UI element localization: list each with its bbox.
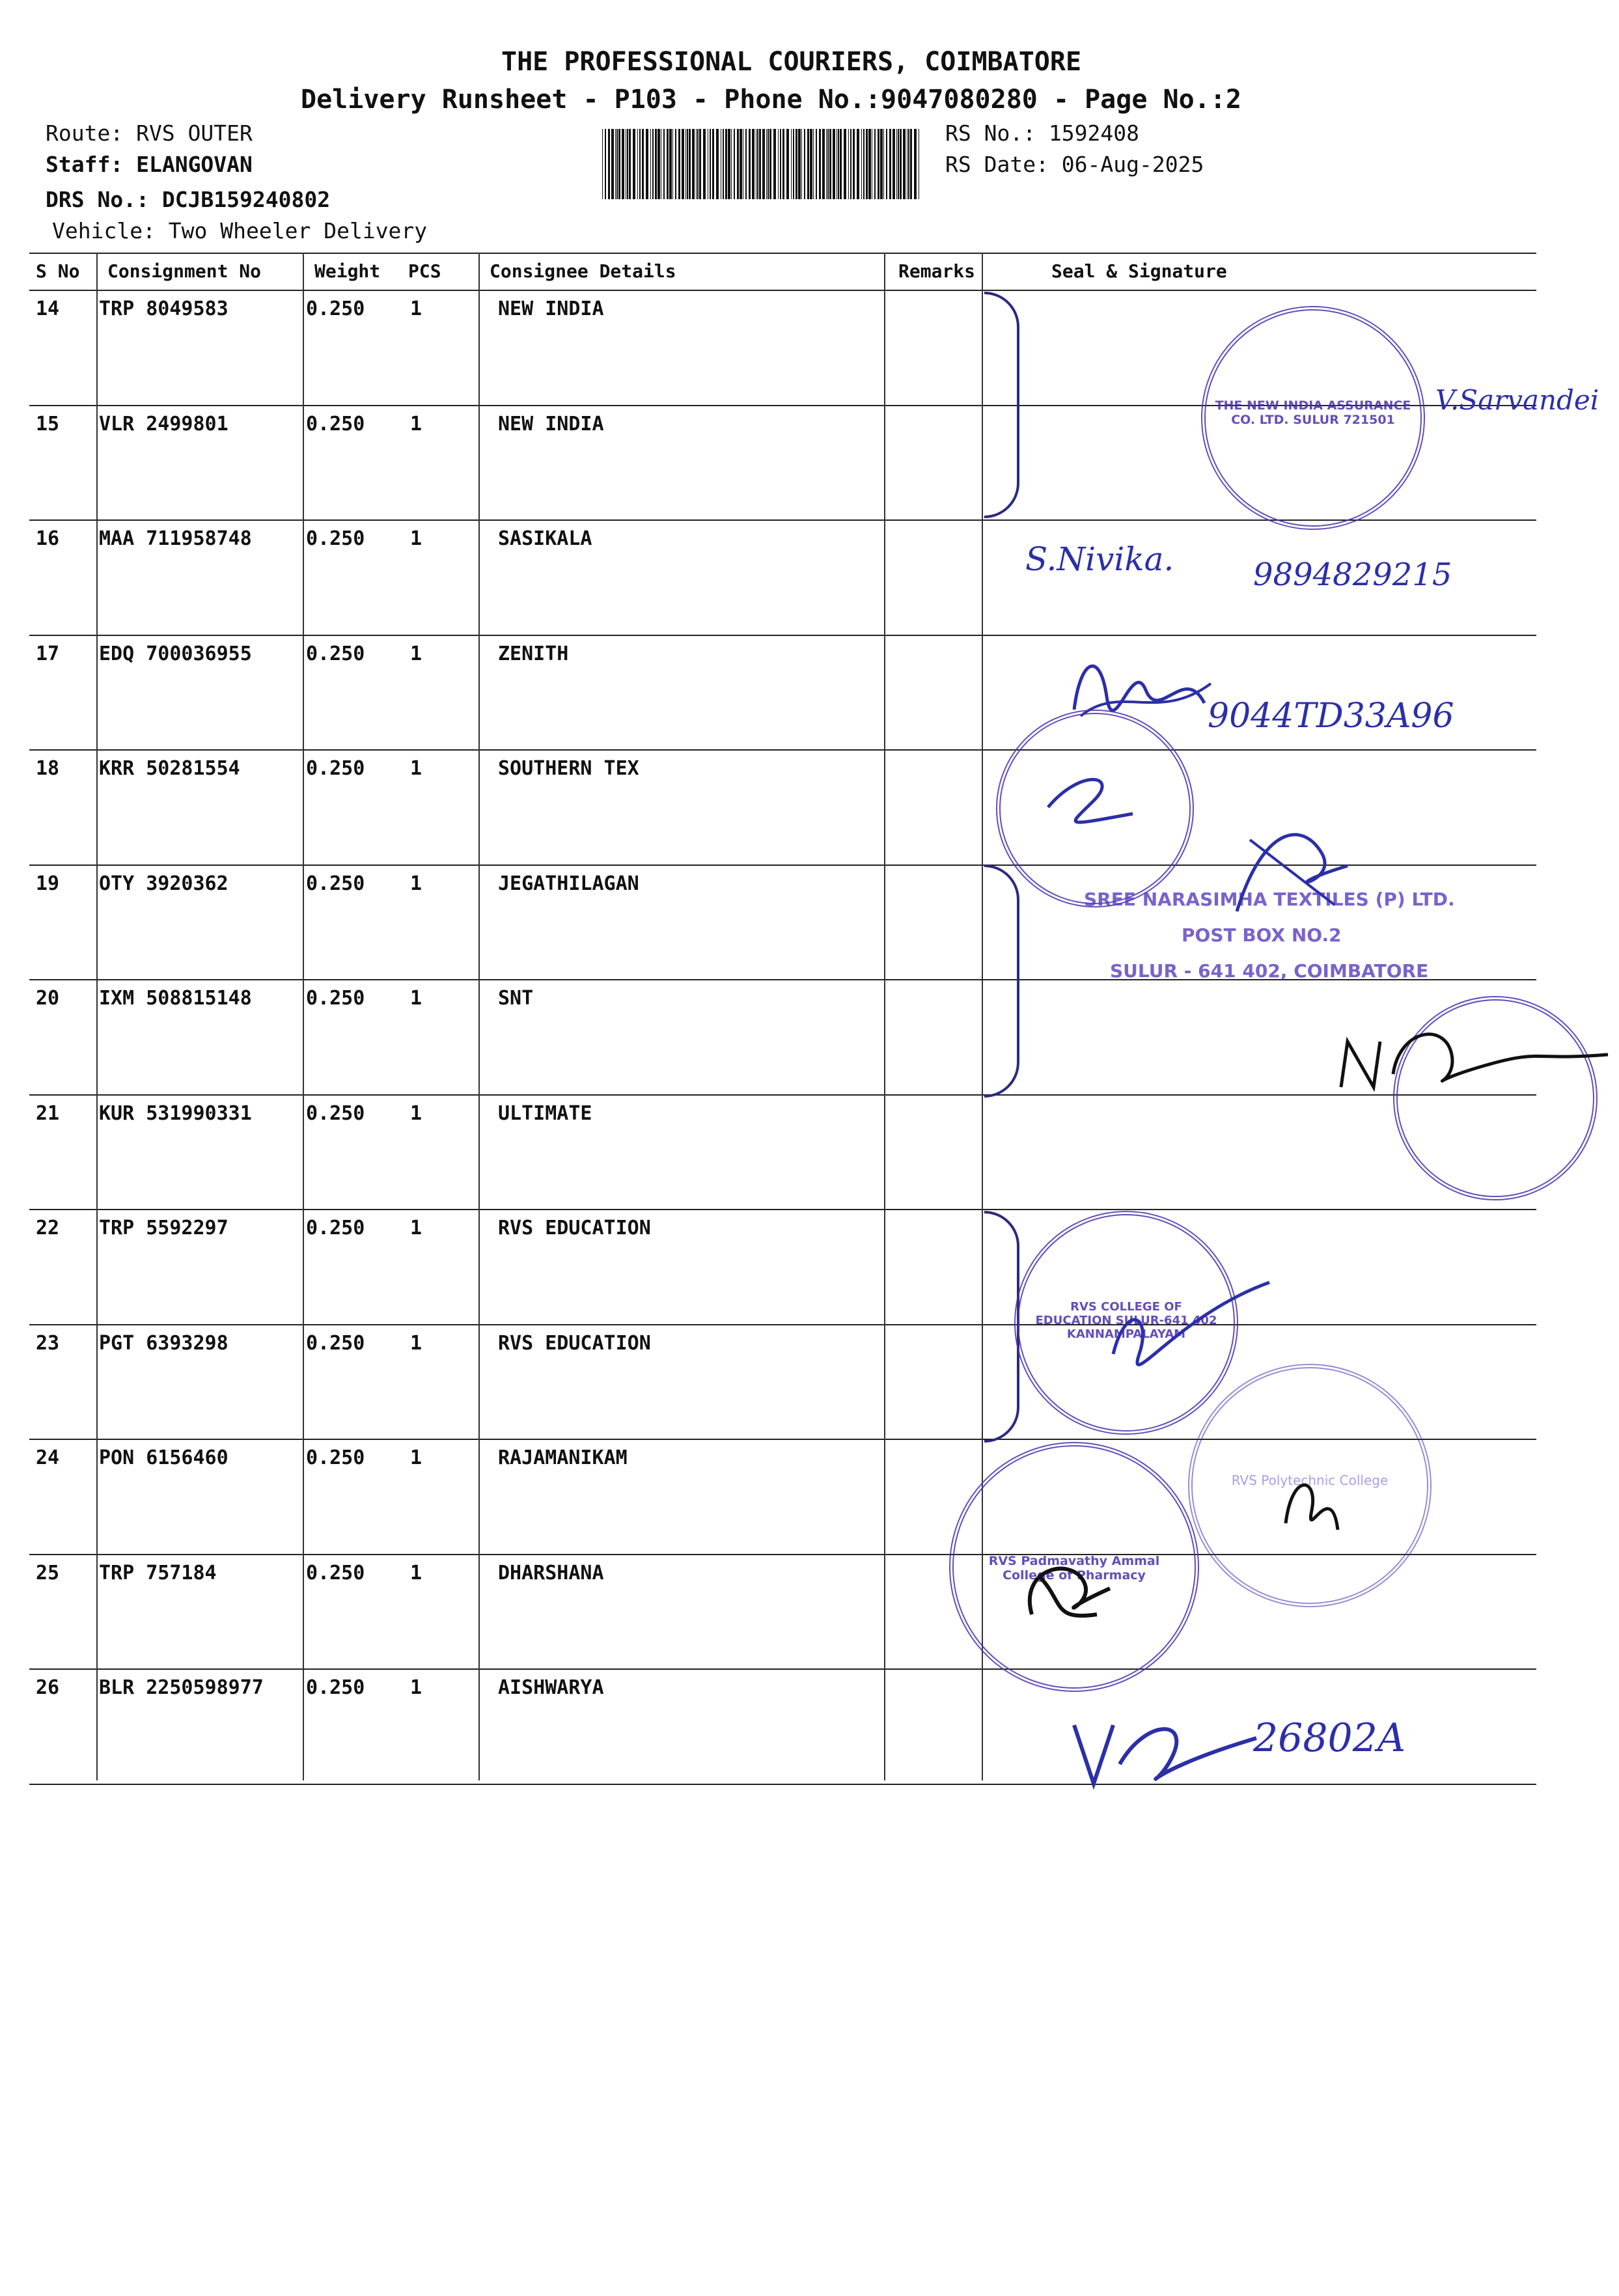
barcode-bar (667, 129, 669, 199)
barcode-bar (682, 129, 684, 199)
barcode-bar (778, 129, 779, 199)
staff-label: Staff: (46, 152, 124, 177)
row-consignee: AISHWARYA (498, 1676, 604, 1699)
row-weight: 0.250 (306, 1331, 365, 1355)
row-consignment-no: TRP 8049583 (99, 297, 228, 320)
signature-sasikala: S.Nivika. (1025, 540, 1174, 578)
barcode-bar (663, 129, 665, 199)
barcode-bar (723, 129, 724, 199)
barcode-bar (734, 129, 735, 199)
barcode-bar (896, 129, 897, 199)
barcode-bar (655, 129, 657, 199)
row-border (29, 1784, 1536, 1785)
row-pcs: 1 (410, 757, 422, 780)
row-border (29, 635, 1536, 636)
barcode-bar (780, 129, 781, 199)
barcode-bar (605, 129, 606, 199)
barcode-bar (650, 129, 651, 199)
row-weight: 0.250 (306, 642, 365, 665)
barcode-bar (874, 129, 876, 199)
row-weight: 0.250 (306, 1446, 365, 1469)
barcode-bar (819, 129, 821, 199)
row-weight: 0.250 (306, 757, 365, 780)
row-border (29, 1324, 1536, 1325)
barcode-bar (816, 129, 817, 199)
row-consignment-no: TRP 757184 (99, 1561, 217, 1584)
barcode-bar (801, 129, 802, 199)
drs-line (46, 187, 330, 212)
barcode-bar (731, 129, 732, 199)
row-consignee: NEW INDIA (498, 412, 604, 436)
barcode-bar (737, 129, 739, 199)
row-pcs: 1 (410, 872, 422, 895)
row-sno: 16 (36, 527, 60, 550)
barcode-bar (745, 129, 747, 199)
row-consignment-no: PON 6156460 (99, 1446, 228, 1469)
row-weight: 0.250 (306, 1217, 365, 1239)
barcode-bar (850, 129, 851, 199)
code-zenith: 9044TD33A96 (1208, 697, 1454, 736)
barcode-bar (629, 129, 631, 199)
signature-southern-tex (1042, 762, 1146, 833)
row-sno: 15 (36, 412, 60, 436)
row-consignment-no: EDQ 700036955 (99, 642, 252, 665)
barcode-bar (848, 129, 849, 199)
row-sno: 23 (36, 1331, 60, 1355)
row-consignee: SOUTHERN TEX (498, 757, 639, 780)
barcode-bar (810, 129, 812, 199)
row-pcs: 1 (410, 527, 422, 550)
barcode-bar (637, 129, 638, 199)
barcode-bar (807, 129, 809, 199)
row-weight: 0.250 (306, 412, 365, 436)
col-header-consignment: Consignment No (107, 260, 262, 282)
signature-rvs-education (1100, 1276, 1282, 1380)
barcode-bar (710, 129, 711, 199)
stamp-sree-narasimha-line2: POST BOX NO.2 (1182, 924, 1342, 946)
barcode-bar (766, 129, 767, 199)
row-pcs: 1 (410, 297, 422, 320)
row-pcs: 1 (410, 412, 422, 436)
barcode-bar (716, 129, 719, 199)
row-weight: 0.250 (306, 1101, 365, 1125)
staff-value: ELANGOVAN (136, 152, 253, 177)
barcode-bar (898, 129, 899, 199)
barcode-bar (657, 129, 660, 199)
stamp-new-india-text: THE NEW INDIA ASSURANCE CO. LTD. SULUR 721501 (1215, 398, 1411, 427)
barcode-bar (672, 129, 673, 199)
barcode-bar (752, 129, 754, 199)
row-pcs: 1 (410, 1331, 422, 1355)
barcode-bar (703, 129, 706, 199)
barcode-bar (833, 129, 835, 199)
row-consignment-no: BLR 2250598977 (99, 1676, 264, 1699)
row-sno: 19 (36, 872, 60, 895)
col-divider-consignment (303, 253, 304, 1780)
barcode-bar (883, 129, 884, 199)
col-divider-sno (96, 253, 98, 1780)
barcode-bar (866, 129, 868, 199)
table-top-border (29, 253, 1536, 254)
route-label: Route: RVS OUTER (46, 120, 253, 146)
row-consignee: RAJAMANIKAM (498, 1446, 628, 1469)
signature-rajamanikam (1273, 1465, 1351, 1536)
stamp-new-india (1201, 306, 1425, 530)
row-sno: 21 (36, 1101, 60, 1125)
barcode-bar (728, 129, 730, 199)
barcode-bar (900, 129, 902, 199)
col-divider-pcs (478, 253, 480, 1780)
barcode-bar (829, 129, 831, 199)
barcode-bar (878, 129, 879, 199)
barcode-bar (762, 129, 765, 199)
barcode-bar (627, 129, 628, 199)
col-header-remarks: Remarks (898, 260, 976, 282)
barcode-bar (796, 129, 797, 199)
col-header-weight: Weight (314, 260, 381, 282)
row-consignee: RVS EDUCATION (498, 1217, 651, 1239)
barcode-bar (618, 129, 620, 199)
barcode-bar (910, 129, 912, 199)
row-border (29, 749, 1536, 751)
barcode-bar (685, 129, 686, 199)
row-border (29, 1094, 1536, 1096)
barcode-bar (793, 129, 794, 199)
barcode-bar (675, 129, 676, 199)
barcode-bar (822, 129, 825, 199)
barcode-bar (889, 129, 891, 199)
row-consignee: RVS EDUCATION (498, 1331, 651, 1355)
barcode-bar (608, 129, 610, 199)
row-border (29, 1209, 1536, 1210)
barcode-bar (914, 129, 917, 199)
brace-rows-19-20 (984, 864, 1019, 1098)
barcode-bar (868, 129, 871, 199)
barcode (602, 129, 921, 199)
row-consignment-no: KUR 531990331 (99, 1101, 252, 1125)
signature-jegathilagan (1224, 814, 1354, 924)
barcode-bar (863, 129, 865, 199)
table-header-border (29, 290, 1536, 291)
barcode-bar (769, 129, 771, 199)
barcode-bar (639, 129, 641, 199)
barcode-bar (652, 129, 654, 199)
row-border (29, 1668, 1536, 1670)
rs-number: RS No.: 1592408 (945, 120, 1140, 146)
row-pcs: 1 (410, 1217, 422, 1239)
barcode-bar (611, 129, 614, 199)
signature-snt (1335, 1016, 1614, 1107)
rs-date: RS Date: 06-Aug-2025 (945, 152, 1204, 177)
barcode-bar (827, 129, 829, 199)
row-consignee: JEGATHILAGAN (498, 872, 639, 895)
barcode-bar (669, 129, 672, 199)
barcode-bar (893, 129, 895, 199)
barcode-bar (687, 129, 688, 199)
barcode-bar (826, 129, 827, 199)
row-weight: 0.250 (306, 872, 365, 895)
barcode-bar (757, 129, 758, 199)
stamp-rvs-polytechnic-text: RVS Polytechnic College (1231, 1473, 1389, 1488)
barcode-bar (786, 129, 789, 199)
drs-label: DRS No.: (46, 187, 149, 212)
barcode-bar (813, 129, 814, 199)
signature-dharshana (1012, 1549, 1123, 1634)
barcode-bar (697, 129, 699, 199)
row-consignee: NEW INDIA (498, 297, 604, 320)
barcode-bar (678, 129, 680, 199)
barcode-bar (798, 129, 801, 199)
signature-aishwarya (1061, 1706, 1263, 1797)
barcode-bar (804, 129, 805, 199)
row-sno: 18 (36, 757, 60, 780)
barcode-bar (633, 129, 635, 199)
row-pcs: 1 (410, 642, 422, 665)
row-consignment-no: MAA 711958748 (99, 527, 252, 550)
barcode-bar (844, 129, 846, 199)
drs-value: DCJB159240802 (161, 187, 331, 212)
row-consignee: SASIKALA (498, 527, 592, 550)
barcode-bar (602, 129, 603, 199)
row-weight: 0.250 (306, 1676, 365, 1699)
barcode-bar (880, 129, 883, 199)
stamp-rvs-education-text: RVS COLLEGE OF EDUCATION SULUR-641 402 KANNAMPALAYAM (1035, 1300, 1217, 1341)
barcode-bar (759, 129, 761, 199)
row-sno: 26 (36, 1676, 60, 1699)
signature-new-india: V.Sarvandei (1435, 384, 1599, 416)
barcode-bar (903, 129, 906, 199)
row-consignment-no: OTY 3920362 (99, 872, 228, 895)
barcode-bar (853, 129, 855, 199)
barcode-bar (622, 129, 624, 199)
company-title: THE PROFESSIONAL COURIERS, COIMBATORE (501, 47, 1082, 77)
barcode-bar (768, 129, 769, 199)
barcode-bar (857, 129, 859, 199)
row-pcs: 1 (410, 987, 422, 1010)
phone-sasikala: 9894829215 (1253, 557, 1452, 593)
row-pcs: 1 (410, 1676, 422, 1699)
row-sno: 24 (36, 1446, 60, 1469)
barcode-bar (615, 129, 616, 199)
runsheet-subtitle: Delivery Runsheet - P103 - Phone No.:9047080280 - Page No.:2 (301, 85, 1241, 115)
vehicle-label: Vehicle: Two Wheeler Delivery (52, 218, 428, 243)
row-consignment-no: TRP 5592297 (99, 1217, 228, 1239)
row-consignee: SNT (498, 987, 534, 1010)
col-divider-consignee (884, 253, 885, 1780)
barcode-bar (749, 129, 751, 199)
stamp-sree-narasimha-line3: SULUR - 641 402, COIMBATORE (1110, 960, 1429, 982)
barcode-bar (642, 129, 644, 199)
barcode-bar (699, 129, 701, 199)
barcode-bar (616, 129, 618, 199)
barcode-bar (696, 129, 697, 199)
barcode-bar (725, 129, 727, 199)
row-consignee: ZENITH (498, 642, 569, 665)
barcode-bar (886, 129, 887, 199)
row-sno: 20 (36, 987, 60, 1010)
col-header-pcs: PCS (408, 260, 441, 282)
row-consignment-no: KRR 50281554 (99, 757, 240, 780)
barcode-bar (791, 129, 792, 199)
row-pcs: 1 (410, 1446, 422, 1469)
stamp-sree-narasimha-line1: SREE NARASIMHA TEXTILES (P) LTD. (1084, 889, 1455, 910)
col-header-consignee: Consignee Details (490, 260, 676, 282)
row-weight: 0.250 (306, 1561, 365, 1584)
row-sno: 14 (36, 297, 60, 320)
row-consignment-no: IXM 508815148 (99, 987, 252, 1010)
barcode-bar (692, 129, 695, 199)
col-header-seal: Seal & Signature (1051, 260, 1227, 282)
row-weight: 0.250 (306, 527, 365, 550)
row-sno: 17 (36, 642, 60, 665)
barcode-bar (689, 129, 691, 199)
row-pcs: 1 (410, 1101, 422, 1125)
barcode-bar (773, 129, 776, 199)
barcode-bar (838, 129, 839, 199)
barcode-bar (782, 129, 784, 199)
barcode-bar (646, 129, 648, 199)
row-sno: 22 (36, 1217, 60, 1239)
code-aishwarya: 26802A (1253, 1715, 1406, 1761)
brace-rows-14-15 (984, 292, 1019, 518)
stamp-rvs-pharmacy-text: RVS Padmavathy Ammal College of Pharmacy (988, 1554, 1160, 1583)
row-consignee: ULTIMATE (498, 1101, 592, 1125)
staff-line (46, 152, 253, 177)
col-header-sno: S No (36, 260, 80, 282)
row-pcs: 1 (410, 1561, 422, 1584)
barcode-bar (840, 129, 842, 199)
row-weight: 0.250 (306, 297, 365, 320)
row-consignment-no: VLR 2499801 (99, 412, 228, 436)
barcode-bar (740, 129, 742, 199)
row-consignee: DHARSHANA (498, 1561, 604, 1584)
barcode-bar (861, 129, 862, 199)
row-weight: 0.250 (306, 987, 365, 1010)
barcode-bar (712, 129, 714, 199)
row-consignment-no: PGT 6393298 (99, 1331, 228, 1355)
row-sno: 25 (36, 1561, 60, 1584)
barcode-bar (908, 129, 909, 199)
